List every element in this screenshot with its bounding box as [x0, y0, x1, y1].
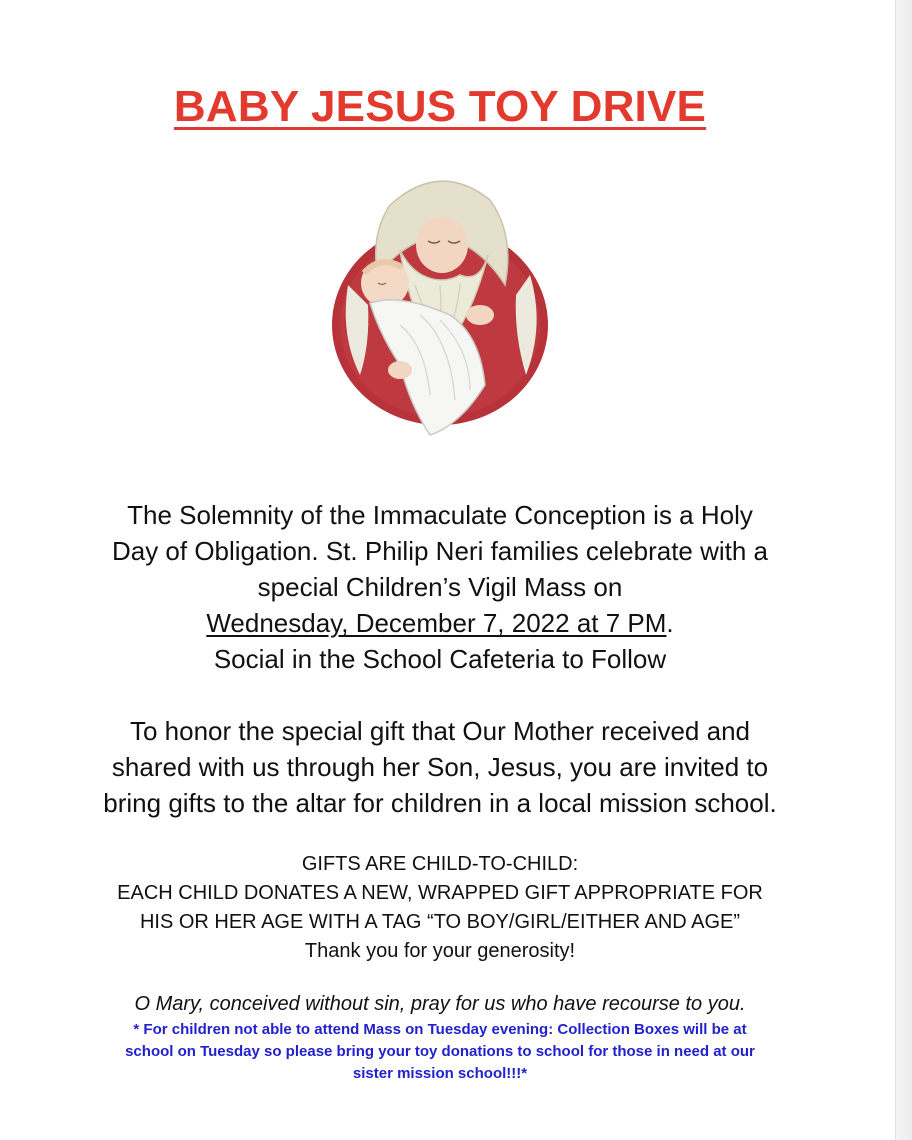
social-line: Social in the School Cafeteria to Follow — [213, 644, 667, 674]
invitation-line: bring gifts to the altar for children in a local mission school. — [103, 788, 777, 818]
announcement-line: Day of Obligation. St. Philip Neri families celebrate with a — [111, 536, 769, 566]
gift-invitation — [40, 713, 840, 821]
gift-rule-line: EACH CHILD DONATES A NEW, WRAPPED GIFT APPROPRIATE FOR — [117, 882, 763, 904]
announcement-line: special Children’s Vigil Mass on — [257, 572, 623, 602]
collection-box-note — [75, 1019, 805, 1085]
mass-date-line — [40, 605, 840, 641]
note-line: sister mission school!!!* — [352, 1065, 528, 1082]
mass-date: Wednesday, December 7, 2022 at 7 PM — [206, 608, 667, 638]
announcement-line: The Solemnity of the Immaculate Conception is a Holy — [127, 500, 753, 530]
note-line: * For children not able to attend Mass on Tuesday evening: Collection Boxes will be at — [133, 1021, 747, 1038]
viewer-edge — [895, 0, 912, 1140]
gift-rule-line: HIS OR HER AGE WITH A TAG “TO BOY/GIRL/EITHER AND AGE” — [139, 911, 741, 933]
thank-you-line: Thank you for your generosity! — [304, 940, 576, 962]
invitation-line: To honor the special gift that Our Mother received and — [129, 716, 750, 746]
gift-heading: GIFTS ARE CHILD-TO-CHILD: — [301, 853, 579, 875]
invitation-line: shared with us through her Son, Jesus, you are invited to — [111, 752, 769, 782]
flyer-title: BABY JESUS TOY DRIVE — [173, 82, 707, 131]
prayer-line: O Mary, conceived without sin, pray for us who have recourse to you. — [134, 993, 746, 1015]
mass-date-suffix: . — [666, 608, 674, 638]
mass-announcement — [40, 497, 840, 677]
gift-instructions — [40, 850, 840, 966]
note-line: school on Tuesday so please bring your toy donations to school for those in need at our — [125, 1043, 755, 1060]
santa-holding-baby-jesus-illustration — [330, 165, 550, 450]
